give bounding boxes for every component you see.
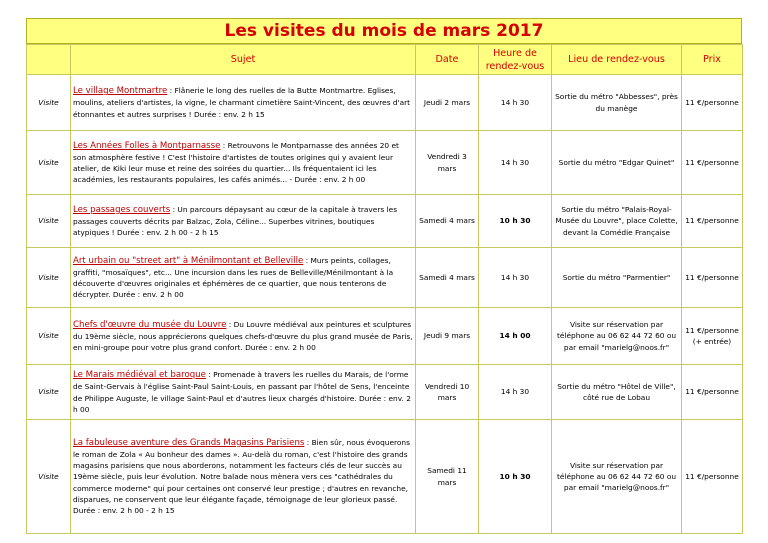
visit-place <box>552 365 682 420</box>
visit-time-text: 14 h 30 <box>500 272 530 282</box>
table-row <box>27 420 743 534</box>
visit-subject <box>71 365 416 420</box>
visit-price-text: 11 €/personne <box>685 387 739 397</box>
visit-type <box>27 420 71 534</box>
table-header-row <box>27 45 743 75</box>
visit-place <box>552 131 682 195</box>
visit-time <box>479 248 552 308</box>
visit-title: La fabuleuse aventure des Grands Magasins Parisiens <box>73 437 305 448</box>
visit-price <box>682 365 743 420</box>
visit-type-text: Visite <box>38 216 59 226</box>
visit-subject <box>71 248 416 308</box>
visit-title: Art urbain ou "street art" à Ménilmontant et Belleville <box>73 255 304 266</box>
visit-description: : Murs peints, collages, graffiti, "mosaïques", etc... Une incursion dans les rues de Belleville/Ménilmontant à la découverte d'œuvres originales et éphémères de ce quartier, que nous tenterons de décrypter. Durée : env. 2 h 00 <box>73 255 394 300</box>
visit-price <box>682 195 743 248</box>
visit-time <box>479 365 552 420</box>
visit-price-text: 11 €/personne <box>685 272 739 282</box>
visit-type-text: Visite <box>38 331 59 341</box>
visit-price-text: 11 €/personne <box>685 471 739 481</box>
visit-type <box>27 131 71 195</box>
visit-place <box>552 420 682 534</box>
visit-date-text: Vendredi 10 mars <box>424 381 470 402</box>
visit-date-text: Jeudi 2 mars <box>423 97 471 107</box>
visit-place <box>552 308 682 365</box>
visit-time-text: 14 h 30 <box>500 387 530 397</box>
visit-subject <box>71 308 416 365</box>
visit-description: : Flânerie le long des ruelles de la Butte Montmartre. Eglises, moulins, ateliers d'artistes, la vigne, le charmant cimetière Saint-Vincent, des œuvres d'art étonnantes et autres surprises ! Durée : env. 2 h 15 <box>73 86 411 119</box>
visit-place-text: Sortie du métro "Parmentier" <box>562 272 671 282</box>
visit-time <box>479 131 552 195</box>
visit-title: Les Années Folles à Montparnasse <box>73 140 221 151</box>
visit-time <box>479 308 552 365</box>
visits-table <box>26 44 743 534</box>
visit-time-text: 14 h 30 <box>500 97 530 107</box>
visit-time-text: 14 h 00 <box>499 331 531 341</box>
visit-time <box>479 195 552 248</box>
visit-description: : Promenade à travers les ruelles du Marais, de l'orme de Saint-Gervais à l'église Saint-Paul Saint-Louis, en passant par l'hôtel de Sens, l'enceinte de Philippe Auguste, le village Saint-Paul et d'autres lieux chargés d'histoire. Durée : env. 2 h 00 <box>73 370 411 414</box>
visit-date <box>416 308 479 365</box>
table-row <box>27 131 743 195</box>
table-row <box>27 365 743 420</box>
table-row <box>27 248 743 308</box>
visit-place <box>552 248 682 308</box>
visit-date <box>416 195 479 248</box>
visit-date <box>416 248 479 308</box>
table-row <box>27 75 743 131</box>
visit-title: Les passages couverts <box>73 204 171 215</box>
visit-type-text: Visite <box>38 471 59 481</box>
visit-price-text: 11 €/personne <box>685 97 739 107</box>
page-title: Les visites du mois de mars 2017 <box>26 18 742 44</box>
visit-price <box>682 420 743 534</box>
visit-place-text: Sortie du métro "Abbesses", près du manège <box>555 92 678 113</box>
visit-place-text: Sortie du métro "Hôtel de Ville", côté rue de Lobau <box>557 381 676 402</box>
header-subject: Sujet <box>71 45 416 75</box>
visit-type-text: Visite <box>38 157 59 167</box>
visit-type <box>27 195 71 248</box>
visit-subject <box>71 75 416 131</box>
visit-title: Le village Montmartre <box>73 86 168 97</box>
visit-place-text: Visite sur réservation par téléphone au 06 62 44 72 60 ou par email "marielg@noos.fr" <box>556 320 677 352</box>
visit-time-text: 14 h 30 <box>500 157 530 167</box>
visit-date-text: Jeudi 9 mars <box>423 331 471 341</box>
visit-time <box>479 75 552 131</box>
visit-type-text: Visite <box>38 97 59 107</box>
visit-place <box>552 75 682 131</box>
visit-type <box>27 365 71 420</box>
visit-description: : Bien sûr, nous évoquerons le roman de Zola « Au bonheur des dames ». Au-delà du roman, c'est l'histoire des grands magasins parisiens que nous aborderons, notamment les facteurs clés de leur succès au 19ème siècle, puis leur évolution. Notre balade nous mènera vers ces "cathédrales du commerce moderne" qui pour certaines ont conservé leur prestige ; d'autres en revanche, disparues, ne conservent que leur élégante façade, témoignage de leur glorieux passé. Durée : env. 2 h 00 - 2 h 15 <box>73 437 410 515</box>
header-time: Heure de rendez-vous <box>479 45 552 75</box>
header-type <box>27 45 71 75</box>
visit-place-text: Visite sur réservation par téléphone au 06 62 44 72 60 ou par email "marielg@noos.fr" <box>556 460 677 493</box>
visit-title: Chefs d'œuvre du musée du Louvre <box>73 319 227 330</box>
visit-price <box>682 75 743 131</box>
visit-place-text: Sortie du métro "Palais-Royal-Musée du Louvre", place Colette, devant la Comédie Française <box>555 205 678 237</box>
visit-date-text: Samedi 4 mars <box>419 272 475 282</box>
visit-price-text: 11 €/personne <box>685 157 739 167</box>
visit-time-text: 10 h 30 <box>499 471 531 481</box>
visit-type <box>27 308 71 365</box>
visit-title: Le Marais médiéval et baroque <box>73 370 206 381</box>
visit-description: : Du Louvre médiéval aux peintures et sculptures du 19ème siècle, nous apprécierons quelques chefs-d'œuvre du plus grand musée de Paris, en mini-groupe pour votre plus grand confort. Durée : env. 2 h 00 <box>73 319 413 353</box>
visit-description: : Un parcours dépaysant au cœur de la capitale à travers les passages couverts décrits par Balzac, Zola, Céline... Superbes vitrines, boutiques atypiques ! Durée : env. 2 h 00 - 2 h 15 <box>73 204 398 238</box>
visit-price <box>682 248 743 308</box>
visit-date <box>416 75 479 131</box>
visit-subject <box>71 195 416 248</box>
visit-place <box>552 195 682 248</box>
visit-price <box>682 131 743 195</box>
visit-time <box>479 420 552 534</box>
visit-date-text: Samedi 4 mars <box>419 216 475 226</box>
table-row <box>27 308 743 365</box>
visit-time-text: 10 h 30 <box>499 216 531 226</box>
visit-description: : Retrouvons le Montparnasse des années 20 et son atmosphère festive ! C'est l'histoire d'artistes de toutes origines qui y avaient leur atelier, de Kiki leur muse et reine des soirées du quartier... Ils fréquentaient ici les académies, les restaurants populaires, les cafés animés... - Durée : env. 2 h 00 <box>73 140 399 185</box>
header-price: Prix <box>682 45 743 75</box>
visit-price <box>682 308 743 365</box>
visit-type <box>27 248 71 308</box>
visit-date <box>416 131 479 195</box>
visit-subject <box>71 420 416 534</box>
visit-place-text: Sortie du métro "Edgar Quinet" <box>558 157 675 167</box>
header-date: Date <box>416 45 479 75</box>
visit-price-text: 11 €/personne (+ entrée) <box>685 325 739 346</box>
visit-price-text: 11 €/personne <box>685 216 739 226</box>
visit-subject <box>71 131 416 195</box>
header-place: Lieu de rendez-vous <box>552 45 682 75</box>
visit-type <box>27 75 71 131</box>
visit-date-text: Vendredi 3 mars <box>427 152 467 173</box>
visit-date-text: Samedi 11 mars <box>427 466 467 487</box>
table-row <box>27 195 743 248</box>
visit-type-text: Visite <box>38 387 59 397</box>
visit-date <box>416 365 479 420</box>
visit-date <box>416 420 479 534</box>
visit-type-text: Visite <box>38 272 59 282</box>
